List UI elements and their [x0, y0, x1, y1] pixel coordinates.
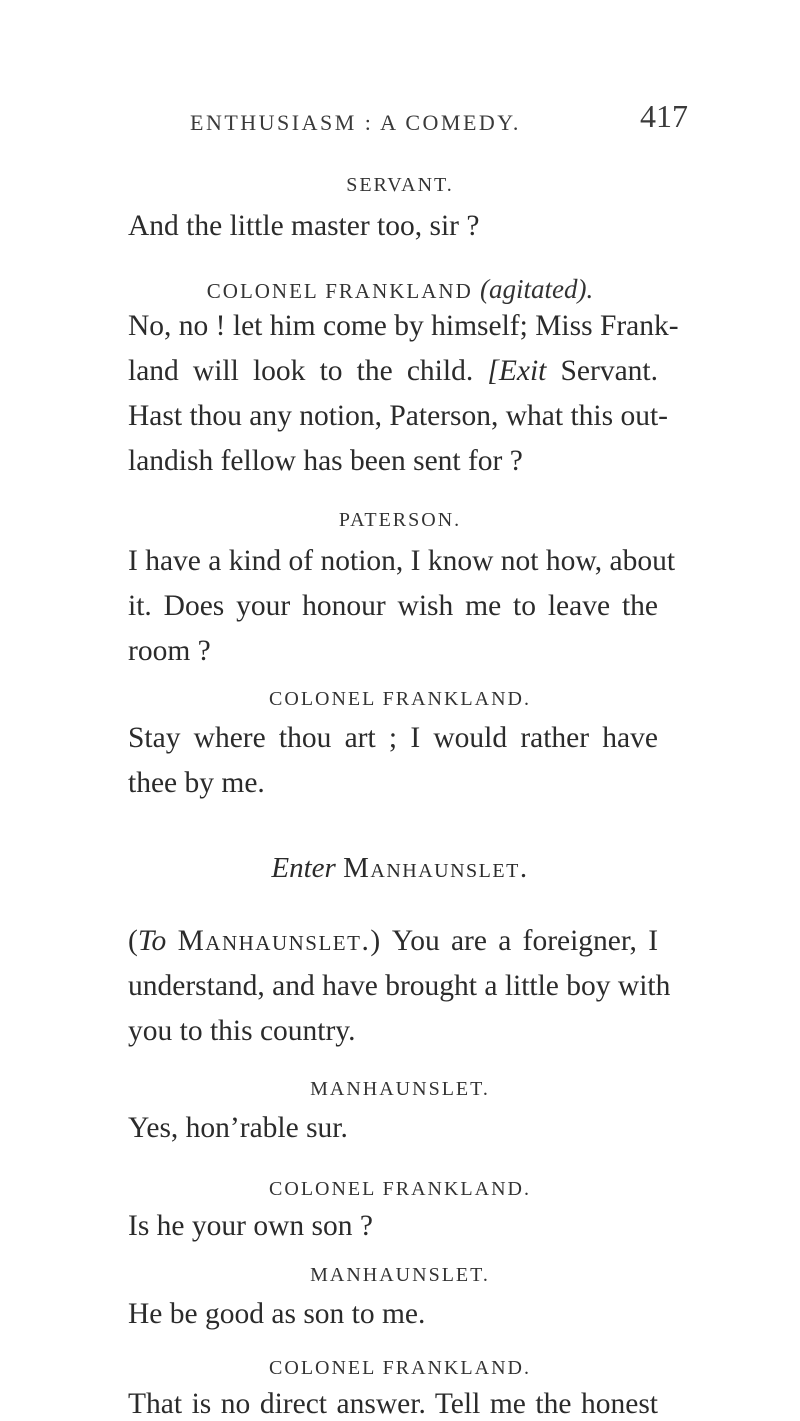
dialogue-line: He be good as son to me.: [128, 1298, 426, 1330]
speaker-colonel-frankland: [0, 274, 800, 305]
dialogue-line: Is he your own son ?: [128, 1210, 373, 1242]
speaker-name: COLONEL FRANKLAND: [206, 279, 473, 303]
dialogue-line: [128, 355, 658, 388]
enter-word: Enter: [271, 852, 336, 884]
stage-entrance: [0, 852, 800, 885]
running-title: ENTHUSIASM : A COMEDY.: [190, 110, 521, 135]
dialogue-line: Yes, hon’rable sur.: [128, 1112, 348, 1144]
dialogue-line: landish fellow has been sent for ?: [128, 445, 523, 477]
speaker-servant: SERVANT.: [346, 174, 454, 196]
dialogue-line: room ?: [128, 635, 211, 667]
speaker-manhaunslet: MANHAUNSLET.: [310, 1264, 490, 1286]
dialogue-line: No, no ! let him come by himself; Miss Frank-: [128, 310, 679, 342]
dialogue-line: I have a kind of notion, I know not how, about: [128, 545, 676, 577]
dialogue-line: Hast thou any notion, Paterson, what this out-: [128, 400, 668, 432]
dialogue-line: And the little master too, sir ?: [128, 210, 480, 242]
dialogue-line: [128, 925, 658, 958]
dialogue-text: Servant.: [560, 355, 659, 387]
dialogue-text: land will look to the child.: [128, 355, 474, 387]
stage-direction-exit: [Exit: [487, 355, 547, 387]
dialogue-line: thee by me.: [128, 767, 265, 799]
dialogue-line: you to this country.: [128, 1015, 356, 1047]
dialogue-line: it. Does your honour wish me to leave the: [128, 590, 658, 622]
dialogue-line: understand, and have brought a little boy with: [128, 970, 671, 1002]
entering-character: Manhaunslet.: [343, 852, 529, 884]
speaker-paterson: PATERSON.: [338, 509, 462, 531]
speaker-manhaunslet: MANHAUNSLET.: [310, 1078, 490, 1100]
stage-direction-to: (To Manhaunslet.): [128, 925, 382, 957]
dialogue-line: That is no direct answer. Tell me the honest: [128, 1388, 658, 1420]
to-word: To: [137, 925, 167, 957]
speaker-colonel-frankland: COLONEL FRANKLAND.: [269, 688, 531, 710]
stage-direction: (agitated).: [479, 274, 594, 304]
page-number: 417: [640, 98, 688, 134]
speaker-colonel-frankland: COLONEL FRANKLAND.: [269, 1357, 531, 1379]
speaker-colonel-frankland: COLONEL FRANKLAND.: [269, 1178, 531, 1200]
dialogue-line: Stay where thou art ; I would rather have: [128, 722, 658, 754]
dialogue-text: You are a foreigner, I: [391, 925, 659, 957]
addressee: Manhaunslet.): [177, 925, 382, 957]
